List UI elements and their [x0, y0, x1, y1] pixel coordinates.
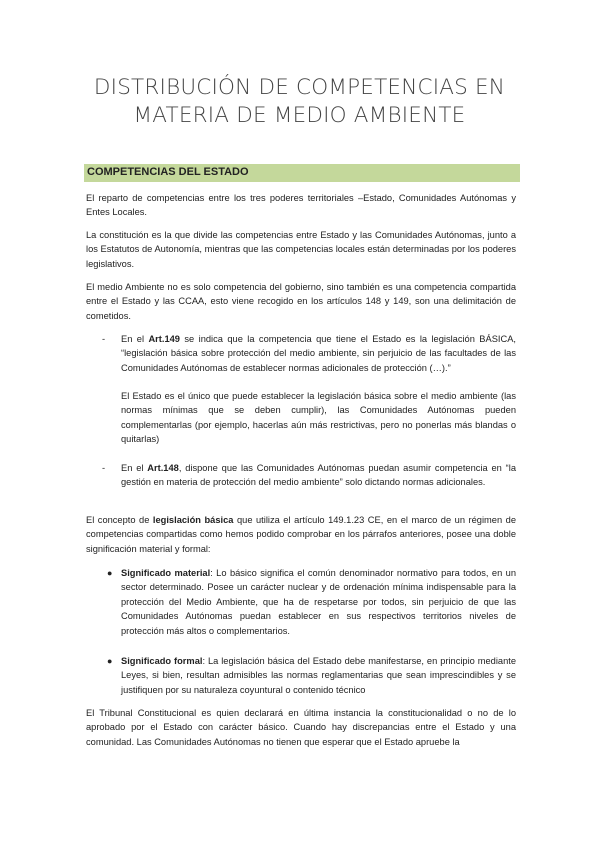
dash2-pre: En el — [121, 463, 148, 473]
paragraph-5: El Tribunal Constitucional es quien declarará en última instancia la constitucionalidad o no de lo aprobado por el Estado con carácter básico. Cuando hay discrepancias entre el Estado y una comunidad. Las Comunidades Autónomas no tienen que esperar que el Estado apruebe la — [86, 708, 516, 747]
bullet-marker-1: ● — [107, 568, 113, 578]
bullet-marker-2: ● — [107, 656, 113, 666]
p4-pre: El concepto de — [86, 515, 153, 525]
section-heading-bar — [84, 164, 520, 182]
paragraph-3: El medio Ambiente no es solo competencia del gobierno, sino también es una competencia compartida entre el Estado y las CCAA, esto viene recogido en los artículos 148 y 149, son una delimitación de cometidos. — [86, 282, 516, 321]
dash-marker-1: - — [102, 334, 106, 344]
document-title — [60, 74, 539, 130]
b2-text: : La legislación básica del Estado debe manifestarse, en principio mediante Leyes, si bien, resultan admisibles las normas reglamentarias que sean imprescindibles y se justifiquen por su naturaleza coyuntural o contenido técnico — [121, 656, 516, 695]
b1-text: : Lo básico significa el común denominador normativo para todos, en un sector determinado. Posee un carácter nuclear y de ordenación mínima indispensable para la protección del Medio Ambiente, que ha de respetarse por todos, sin perjuicio de que las Comunidades Autónomas puedan establecer en sus respectivos territorios niveles de protección más altos o complementarios. — [121, 568, 516, 636]
b1-bold: Significado material — [121, 568, 211, 578]
bullet-item-material — [121, 566, 516, 638]
p4-bold: legislación básica — [152, 515, 234, 525]
paragraph-2: La constitución es la que divide las competencias entre Estado y las Comunidades Autónomas, junto a los Estatutos de Autonomía, mientras que las competencias locales están determinadas por los poderes legislativos. — [86, 230, 516, 269]
paragraph-4 — [86, 513, 516, 556]
dash1-bold: Art.149 — [148, 334, 180, 344]
paragraph-1: El reparto de competencias entre los tres poderes territoriales –Estado, Comunidades Autónomas y Entes Locales. — [86, 193, 516, 218]
dash2-bold: Art.148 — [147, 463, 179, 473]
dash1-post: se indica que la competencia que tiene el Estado es la legislación BÁSICA, “legislación básica sobre protección del medio ambiente, sin perjuicio de las facultades de las Comunidades Autónomas de establecer normas adicionales de protección (…).” — [121, 334, 516, 373]
dash-item-art149-sub: El Estado es el único que puede establecer la legislación básica sobre el medio ambiente (las normas mínimas que se deben cumplir), las Comunidades Autónomas pueden complementarlas (por ejemplo, hacerlas aún más restrictivas, pero no ponerlas más blandas o quitarlas) — [121, 391, 516, 445]
dash1-pre: En el — [121, 334, 149, 344]
title-line-2: MATERIA DE MEDIO AMBIENTE — [133, 103, 466, 128]
dash-marker-2: - — [102, 463, 106, 473]
section-heading: COMPETENCIAS DEL ESTADO — [87, 166, 249, 178]
title-line-1: DISTRIBUCIÓN DE COMPETENCIAS EN — [93, 75, 506, 100]
b2-bold: Significado formal — [121, 656, 203, 666]
bullet-item-formal — [121, 654, 516, 697]
p4-post: que utiliza el artículo 149.1.23 CE, en el marco de un régimen de competencias compartidas como hemos podido comprobar en los párrafos anteriores, posee una doble significación material y formal: — [86, 515, 516, 554]
dash-item-art148 — [121, 461, 516, 490]
dash-item-art149 — [121, 332, 516, 375]
dash2-post: , dispone que las Comunidades Autónomas puedan asumir competencia en “la gestión en materia de protección del medio ambiente” solo dictando normas adicionales. — [121, 463, 516, 488]
